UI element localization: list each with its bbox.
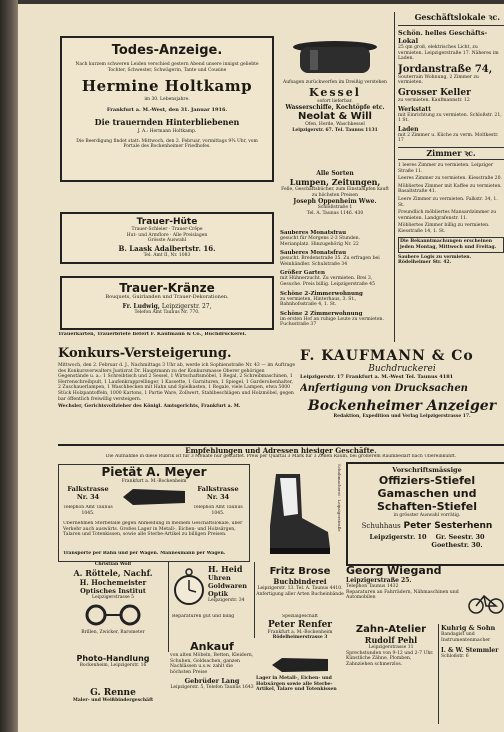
pocket-watch-icon	[172, 566, 206, 606]
trauer-huete-line1: Trauer-Schleier · Trauer-Crêpe	[131, 227, 203, 232]
kuhrig-ad	[438, 624, 504, 724]
rental-text: mit Einrichtung zu vermieten. Schloßstr. 21, 1 St.	[398, 112, 502, 124]
trauer-huete-shop: B. Laask Adalbertstr. 16.	[118, 243, 216, 253]
zimmer-head: Zimmer ꝛc.	[398, 147, 504, 160]
shoe-ad	[250, 464, 342, 568]
renfer-addr: Rödelheimerstrasse 3	[272, 635, 328, 640]
small-ad-title: Schöne 2-Zimmerwohnung	[280, 290, 363, 297]
pietat-left: Falkstrasse Nr. 34	[67, 485, 109, 501]
lumpen-ad	[280, 170, 390, 228]
bicycle-icon	[468, 590, 504, 614]
heid-line3: Optik	[208, 590, 229, 598]
empfehlungen-sub: Die Aufnahme in diese Rubrik ist für 3 Monate nur gestattet. Preis per Quartal 3 Mark für 3 Zeilen Raum, bei größerem Raumbedarf nach Übereinkunft.	[105, 454, 457, 459]
schuhe-text: Schuhmacherei · Leipzigerstraße	[337, 464, 342, 532]
pietat-foot: Transporte per Bahn und per Wagen. Mannesmann per Wagen.	[63, 551, 226, 556]
heid-addr: Leipzigerstr. 34	[208, 598, 245, 603]
rental-ad	[398, 64, 504, 86]
todes-signer: J. A.: Hermann Holtkamp.	[137, 129, 197, 134]
small-ad-text: mit Hühnerzucht. Zu vermieten. Brei 3, Gesuche. Preis billig. Leipzigerstraße 45	[280, 276, 375, 287]
trauer-huete-title: Trauer-Hüte	[136, 217, 198, 227]
kessel-addr: Ofen, Herde, Waschkessel	[305, 122, 365, 127]
konkurs-title: Konkurs-Versteigerung.	[58, 346, 232, 361]
sesterhenn-head: Vorschriftsmässige	[392, 466, 462, 474]
rental-title: Schön. helles Geschäfts-Lokal	[398, 29, 488, 45]
ankauf-title: Ankauf	[190, 640, 234, 653]
zimmer-item: Leeres Zimmer zu vermieten. Kiesstraße 20.	[398, 176, 502, 182]
kaufmann-addr: Leipzigerstr. 17 Frankfurt a. M.-West Tel. Taunus 4181	[300, 374, 454, 380]
brose-sub: Buchbinderei	[273, 577, 327, 586]
kuhrig-addr: Schloßstr. 6	[441, 654, 469, 660]
todes-place-date: Frankfurt a. M.-West, den 31. Januar 1916.	[106, 106, 228, 113]
konkurs-signer: Wechsler, Gerichtsvollzieher des Königl. Amtsgerichts, Frankfurt a. M.	[58, 404, 241, 410]
roettele-text: Brillen, Zwicker, Barometer	[81, 630, 145, 635]
renfer-head: Spezialgeschäft	[282, 614, 318, 619]
kaufmann-sub: Buchdruckerei	[368, 364, 436, 374]
small-ad-text: im ersten Hof an ruhige Leute zu vermieten. Fuchsstraße 37	[280, 316, 384, 328]
todes-title: Todes-Anzeige.	[111, 43, 223, 58]
zahn-title: Zahn-Atelier	[355, 624, 427, 635]
sesterhenn-title2: Gamaschen und	[377, 487, 477, 500]
small-ad-title: Sauberes Monatsfrau	[280, 230, 347, 236]
brose-ad	[256, 566, 344, 612]
brose-text: Leipzigerstr. 13. Tel. A. Taunus 4410. Anfertigung aller Arten Bucheinbände	[256, 586, 344, 597]
kuhrig-shop: I. & W. Stemmler	[441, 647, 499, 655]
renfer-ad	[256, 614, 344, 654]
rental-title: Jordanstraße 74,	[398, 63, 493, 75]
trauer-huete-tel: Tel. Amt II, Nr. 1083	[143, 252, 191, 258]
zahn-ad	[346, 624, 436, 724]
ankauf-addr: Leipzigerstr. 5, Telefon Taunus 1643	[170, 685, 254, 691]
note-1: Die Bekanntmachungen erscheinen jeden Montag, Mittwoch und Freitag.	[398, 237, 504, 252]
photo-ad	[58, 654, 168, 686]
ankauf-ad	[170, 640, 254, 724]
lumpen-body: Felle, Geschäftsbücher, zum Einstampfen kauft zu höchsten Preisen	[281, 187, 389, 198]
sesterhenn-sub: in grösster Auswahl vorrätig.	[393, 513, 461, 518]
kessel-caption: Aufsagen zurückwerfen im Dreißig verstehen	[283, 80, 387, 85]
rental-title: Werkstatt	[398, 105, 431, 113]
small-ad	[280, 230, 390, 247]
renne-title: G. Renne	[90, 688, 136, 698]
kessel-sub: sofort lieferbar.	[317, 98, 353, 104]
sesterhenn-shop: Peter Sesterhenn	[403, 520, 493, 531]
zimmer-item: Möbliertes Zimmer mit Kaffee zu vermieten. Basaltstraße 41.	[398, 183, 502, 195]
roettele-title: A. Röttele, Nachf.	[73, 567, 153, 578]
empfehlungen-header: Empfehlungen und Adressen hiesiger Geschäfte.	[58, 444, 504, 455]
trauer-kraenze-address: Leipzigerstr. 27,	[161, 302, 212, 310]
rental-text: zu vermieten. Kaufmannstr. 12	[398, 97, 470, 103]
wiegand-title: Georg Wiegand	[346, 564, 442, 577]
todes-intro: Nach kurzem schweren Leiden verschied gestern Abend unsere innigst geliebte Tochter, Schwester, Schwägerin, Tante und Cousine	[75, 62, 259, 73]
zimmer-item: Möbliertes Zimmer billig zu vermieten. Kiesstraße 14, 1. St.	[398, 223, 490, 234]
trauer-huete-line2: Hut- und Armflore · Alle Preislagen	[126, 232, 208, 238]
coffin-icon	[119, 487, 189, 507]
trauer-kraenze-ad	[60, 276, 274, 330]
lager-text: Lager in Metall-, Eichen- und Holzsärgen sowie alle Sterbe-Artikel, Talare und Totenkissen	[256, 676, 337, 693]
newspaper-page	[18, 4, 504, 732]
sesterhenn-title3: Schaften-Stiefel	[376, 500, 478, 513]
sesterhenn-addr-right: Gr. Seestr. 30	[435, 532, 485, 541]
roettele-head: Christian Wolf	[94, 562, 132, 567]
todes-age: im 30. Lebensjahre.	[144, 97, 190, 102]
ankauf-text: von alten Möbeln, Betten, Kleidern, Schuhen, Goldsachen, ganzen Nachlässen u.s.w. zahlt die höchsten Preise	[170, 653, 254, 675]
konkurs-body: Mittwoch, den 2. Februar d. J., Nachmittags 3 Uhr ab, werde ich Sophienstraße Nr. 43 — im Auftrage des Konkursverwalters Justizrat Dr. Hauptmann zu der Konkursmasse Oberer gehörigen Gegenstände u. a.: 1 Schreibtisch und 2 Sessel, 1 Wirtschaftsmöbel, 1 Regal, 2 Schreibmaschinen, 1 Herrenschreibpult, 1 Laufenkrapprellinger, 1 Kassette, 1 Garnituren, 1 Spiegel, 1 Garderobenhalter, 2 Zuschauerlampen, 1 Waschbecken mit Hahn und Spielkasten, 1 Regale, viele Lampen, etwa 5000 Stück Holzpantoffeln, 1000 Kartons, 1 Partie Ware, Zollwert, Stahlbeschlägen und Holzmöbel, gegen bar öffentlich freiwillig versteigern.	[58, 363, 296, 402]
rental-title: Grosser Keller	[398, 87, 471, 98]
kessel-street: Leipzigerstr. 67. Tel. Taunus 1131	[292, 127, 378, 133]
renne-ad	[58, 688, 168, 722]
kessel-items: Wasserschiffe, Kochtöpfe etc.	[285, 104, 385, 111]
small-ad	[280, 270, 390, 287]
zimmer-item: Leere Zimmer zu vermieten. Falkstr. 34, 1. St.	[398, 196, 498, 208]
zimmer-item: 1 leeres Zimmer zu vermieten. Leipziger Straße 11.	[398, 162, 494, 174]
trauer-huete-ad	[60, 212, 274, 264]
pietat-tel-right: Telephon Amt Taunus 1045.	[193, 505, 243, 516]
rental-ad	[398, 88, 504, 104]
todes-anzeige	[60, 36, 274, 182]
kaufmann-name: F. KAUFMANN & Co	[300, 348, 474, 364]
rental-text: Souterrain Wohnung, 2 Zimmer zu vermieten.	[398, 74, 479, 86]
trauer-kraenze-title: Trauer-Kränze	[119, 281, 215, 295]
renne-line: Maler- und Weißbindergeschäft	[72, 698, 154, 703]
coffin-icon	[270, 656, 330, 674]
rental-title: Laden	[398, 125, 419, 133]
heid-line2: Goldwaren	[208, 582, 247, 590]
renfer-title: Peter Renfer	[267, 619, 333, 630]
zahn-addr: Leipzigerstrasse 11	[368, 645, 414, 650]
roettele-ad	[58, 562, 169, 652]
heid-text: Reparaturen gut und billig	[172, 614, 235, 619]
small-ad-title: Sauberes Monatsfrau	[280, 250, 347, 257]
trauer-kraenze-tel: Telefon Amt Taunus Nr. 770.	[134, 309, 200, 315]
photo-addr: Bockenheim, Leipzigerstr. 16	[79, 663, 147, 668]
lumpen-head: Alle Sorten	[316, 170, 354, 177]
small-ads	[280, 230, 390, 346]
glasses-icon	[78, 603, 148, 627]
pietat-right: Falkstrasse Nr. 34	[197, 485, 239, 501]
zahn-name: Rudolf Pehl	[364, 635, 418, 645]
pietat-body: Übernehmen Sterbefälle gegen Anmeldung in meinem Geschäftslokale, über Verkehr auch auswärts. Großes Lager in Metall-, Eichen- und Holzsärgen, Talaren und Totenkissen, sowie alle Sterbe-Artikel zu billigen Preisen.	[63, 521, 243, 538]
kettle-icon	[290, 38, 380, 80]
ankauf-shop: Gebrüder Lang	[184, 677, 240, 686]
trauer-huete-note: Grösste Auswahl	[147, 238, 187, 243]
small-ad-text: gesucht. Bredenstraße 35. Zu erfragen bei Weinhändler. Schulstraße 34	[280, 256, 380, 267]
konkurs-ad	[58, 346, 296, 436]
rental-ad	[398, 29, 504, 62]
rental-ad	[398, 126, 504, 144]
pietat-title: Pietät A. Meyer	[101, 465, 207, 479]
header-right: Geschäftslokale ꝛc.	[414, 12, 500, 22]
wiegand-tel: Telephon Taunus 1432	[346, 584, 399, 589]
sesterhenn-ad	[346, 462, 504, 566]
small-ad-text: zu vermieten, Hinterhaus, 3. St., Bahnhofsstraße 4, 1. St.	[280, 296, 357, 308]
rental-text: 25 qm groß, elektrisches Licht, zu vermieten. Leipzigerstraße 17. Näheres im Laden.	[398, 45, 499, 62]
wiegand-text: Reparaturen an Fahrrädern, Nähmaschinen und Automobilen	[346, 589, 459, 601]
todes-funeral: Die Beerdigung findet statt: Mittwoch, den 2. Februar, vormittags 9¾ Uhr, vom Portale des Bockenheimer Friedhofes.	[76, 138, 258, 149]
zimmer-item: Freundlich möbliertes Mansardzimmer zu vermieten. Landgrafenstr. 11.	[398, 210, 497, 221]
pietat-sub: Frankfurt a. M.-Bockenheim	[121, 479, 187, 484]
heid-ad	[170, 562, 255, 638]
photo-title: Photo-Handlung	[76, 654, 150, 663]
trauer-kraenze-shop: Fr. Ludwig,	[122, 302, 160, 310]
roettele-sub: Optisches Institut	[80, 586, 146, 595]
kuhrig-text: Bandagist und Instrumentenmacher	[441, 632, 491, 643]
renfer-sub: Frankfurt a. M.-Bockenheim	[267, 629, 333, 635]
kessel-shop: Neolat & Will	[298, 111, 372, 122]
todes-name: Hermine Holtkamp	[81, 77, 253, 95]
lager-ad	[256, 656, 344, 724]
lumpen-shop: Joseph Oppenheim Wwe.	[293, 198, 377, 205]
small-ad	[280, 311, 390, 328]
kaufmann-papersub: Redaktion, Expedition und Verlag Leipzigerstrasse 17.	[333, 414, 471, 419]
kessel-title: Kessel	[309, 85, 361, 99]
small-ad-title: Schöne 2 Zimmerwohnung	[280, 310, 363, 317]
lumpen-tel: Tel. A. Taunus 1146. 430	[306, 210, 364, 216]
kaufmann-paper: Bockenheimer Anzeiger	[307, 398, 497, 414]
roettele-name: H. Hochemeister	[79, 577, 147, 587]
small-ad-title: Größer Garten	[280, 270, 325, 277]
roettele-addr: Leipzigerstrasse 5	[91, 594, 134, 600]
trauerkarten-line: Trauerkarten, Trauerbriefe liefert F. Kaufmann & Co., Buchdruckerei.	[58, 332, 247, 337]
pietat-ad	[58, 464, 250, 562]
sesterhenn-addr-left: Leipzigerstr. 10	[369, 532, 427, 541]
todes-mourners: Die trauernden Hinterbliebenen	[94, 117, 240, 127]
note-2: Saubere Logis zu vermieten. Rödelheimer Str. 42.	[398, 254, 472, 266]
brose-title: Fritz Brose	[269, 566, 331, 577]
small-ad	[280, 250, 390, 267]
pietat-tel-left: Telephon Amt Taunus 1045.	[63, 505, 113, 516]
kaufmann-line: Anfertigung von Drucksachen	[300, 383, 468, 394]
heid-line1: Uhren	[208, 574, 231, 582]
trauer-kraenze-line1: Bouquets, Guirlanden und Trauer-Dekorationen.	[105, 294, 229, 300]
kuhrig-title: Kuhrig & Sohn	[441, 624, 496, 632]
sesterhenn-addr-right2: Goethestr. 30.	[431, 540, 483, 549]
small-ad	[280, 291, 390, 308]
sesterhenn-title1: Offiziers-Stiefel	[378, 474, 476, 487]
lumpen-street: Schloßstraße 1	[317, 205, 353, 210]
kessel-ad	[280, 36, 390, 168]
heid-title: H. Heid	[208, 564, 243, 574]
rental-text: mit 2 Zimmer u. Küche zu verm. Moltkestr. 17	[398, 132, 499, 144]
small-ad-text: gesucht für Morgens 2-3 Stunden. Merianplatz. Hinzugehörig Nr. 22	[280, 236, 361, 247]
book-spine	[0, 0, 18, 732]
right-column	[398, 12, 504, 348]
wiegand-addr: Leipzigerstraße 25.	[346, 577, 412, 584]
lumpen-title: Lumpen, Zeitungen,	[289, 177, 381, 187]
boot-icon	[256, 466, 336, 562]
zahn-text: Sprechstunden von 9-12 und 2-7 Uhr. Künstliche Zähne, Plomben, Zahnziehen schmerzlos.	[346, 650, 434, 667]
wiegand-ad	[346, 564, 504, 624]
sesterhenn-shop-label: Schuhhaus	[361, 521, 401, 530]
kaufmann-ad	[300, 348, 504, 446]
rental-ad	[398, 106, 504, 124]
